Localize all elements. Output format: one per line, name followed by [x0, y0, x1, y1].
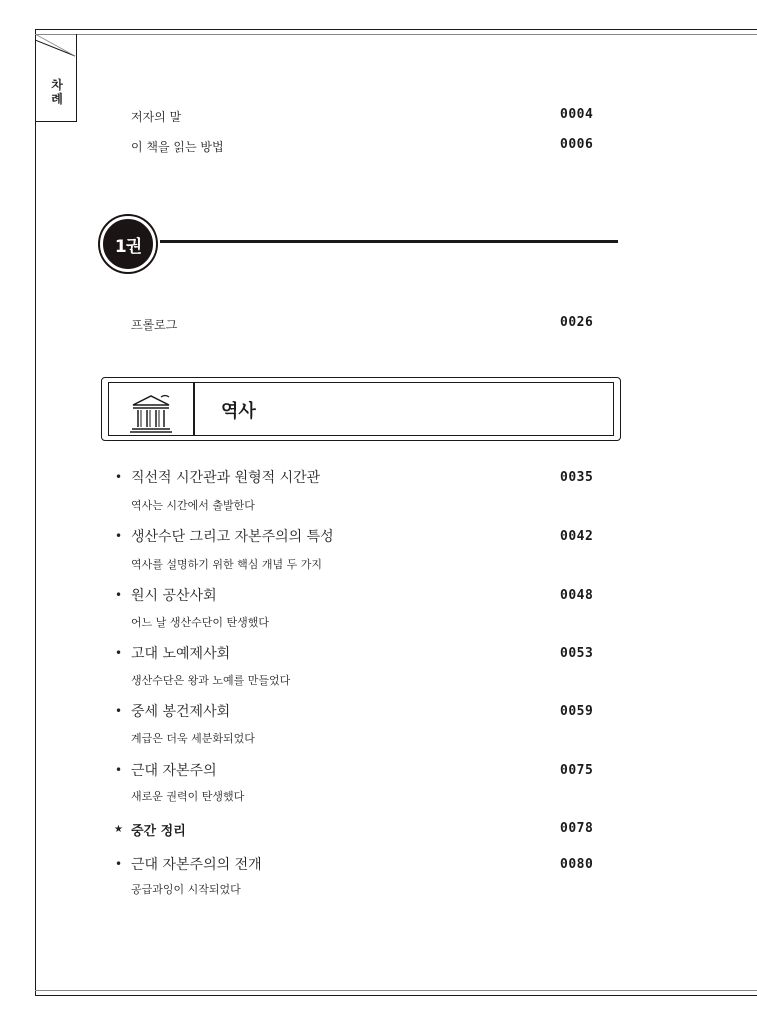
prologue-title[interactable]: 프롤로그 [131, 318, 178, 332]
volume-rule [160, 240, 618, 243]
section-divider [193, 383, 195, 435]
toc-tab-label: 차 례 [51, 78, 63, 106]
star-icon: ★ [114, 824, 123, 835]
chapter-title[interactable]: 직선적 시간관과 원형적 시간관 [131, 470, 321, 486]
chapter-page: 0042 [560, 529, 594, 544]
summary-title[interactable]: 중간 정리 [131, 824, 186, 839]
chapter-title[interactable]: 원시 공산사회 [131, 588, 217, 604]
frame-inner-top-line [35, 34, 757, 35]
chapter-title[interactable]: 근대 자본주의의 전개 [131, 857, 262, 873]
chapter-title[interactable]: 중세 봉건제사회 [131, 704, 231, 720]
prologue-page: 0026 [560, 315, 594, 330]
section-header [101, 377, 621, 441]
bullet-icon: • [115, 646, 123, 660]
volume-label: 1권 [114, 236, 142, 257]
front-matter-page: 0004 [560, 107, 594, 122]
chapter-subtitle: 역사는 시간에서 출발한다 [131, 499, 255, 512]
bullet-icon: • [115, 529, 123, 543]
chapter-page: 0075 [560, 763, 594, 778]
bullet-icon: • [115, 470, 123, 484]
chapter-subtitle: 공급과잉이 시작되었다 [131, 883, 241, 896]
folded-corner-icon [35, 34, 77, 74]
chapter-subtitle: 계급은 더욱 세분화되었다 [131, 732, 255, 745]
chapter-page: 0048 [560, 588, 594, 603]
chapter-subtitle: 생산수단은 왕과 노예를 만들었다 [131, 674, 291, 687]
chapter-page: 0053 [560, 646, 594, 661]
temple-icon [129, 391, 173, 435]
bullet-icon: • [115, 857, 123, 871]
chapter-subtitle: 새로운 권력이 탄생했다 [131, 790, 245, 803]
chapter-subtitle: 역사를 설명하기 위한 핵심 개념 두 가지 [131, 558, 322, 571]
bullet-icon: • [115, 588, 123, 602]
front-matter-page: 0006 [560, 137, 594, 152]
bullet-icon: • [115, 763, 123, 777]
front-matter-title[interactable]: 저자의 말 [131, 110, 182, 124]
chapter-page: 0080 [560, 857, 594, 872]
chapter-page: 0059 [560, 704, 594, 719]
section-title: 역사 [221, 401, 256, 422]
chapter-title[interactable]: 생산수단 그리고 자본주의의 특성 [131, 529, 334, 545]
chapter-title[interactable]: 근대 자본주의 [131, 763, 217, 779]
toc-tab [35, 34, 77, 122]
bullet-icon: • [115, 704, 123, 718]
chapter-subtitle: 어느 날 생산수단이 탄생했다 [131, 616, 270, 629]
summary-page: 0078 [560, 821, 594, 836]
frame-inner-bottom-line [35, 990, 757, 991]
section-header-inner [108, 382, 614, 436]
chapter-page: 0035 [560, 470, 594, 485]
front-matter-title[interactable]: 이 책을 읽는 방법 [131, 140, 224, 154]
volume-badge [100, 216, 156, 272]
chapter-title[interactable]: 고대 노예제사회 [131, 646, 231, 662]
